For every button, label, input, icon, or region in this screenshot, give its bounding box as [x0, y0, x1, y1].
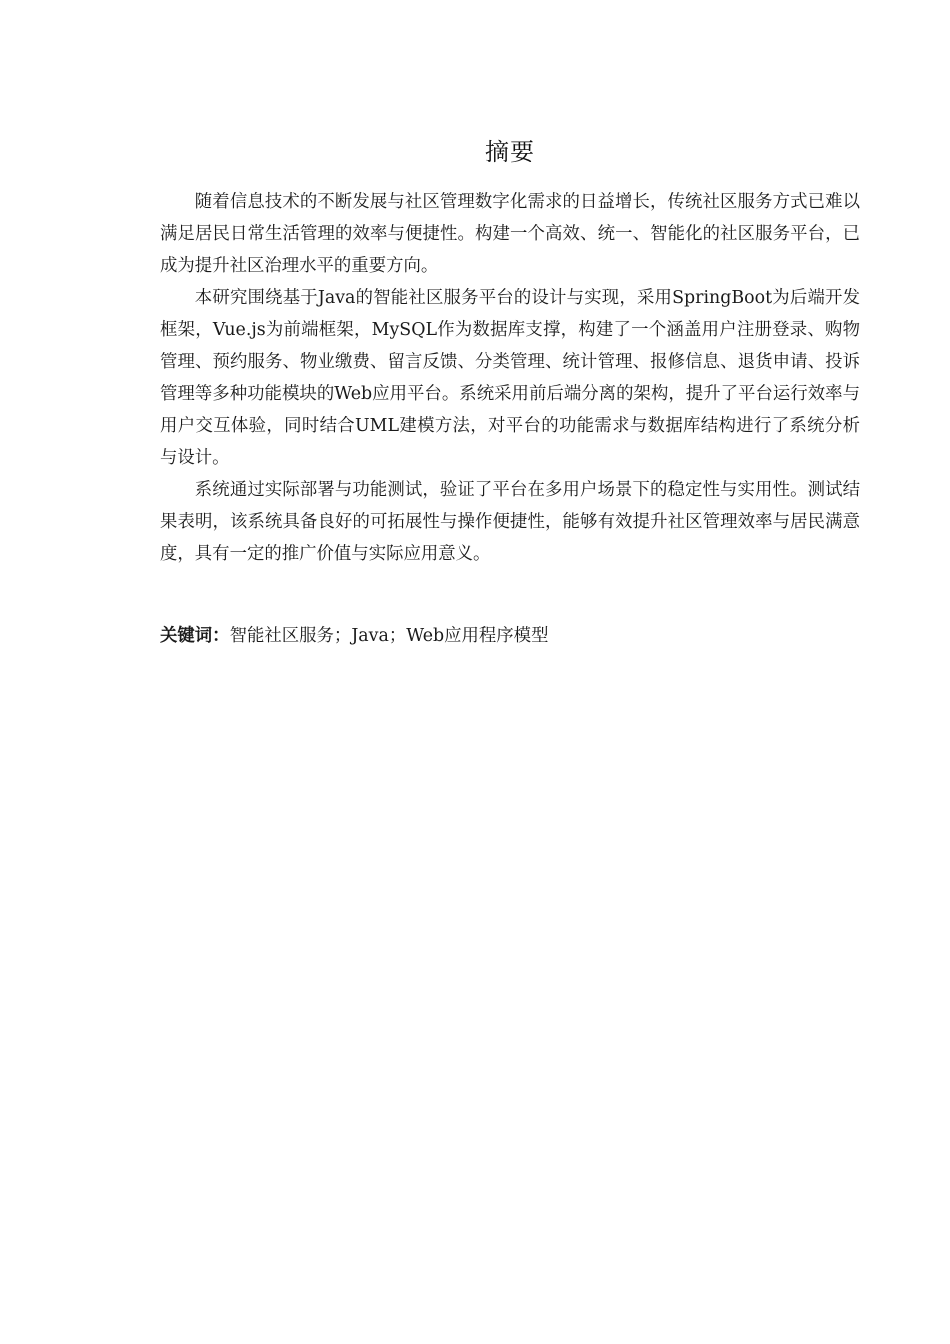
- abstract-paragraph-2: 本研究围绕基于Java的智能社区服务平台的设计与实现，采用SpringBoot为后端开发框架，Vue.js为前端框架，MySQL作为数据库支撑，构建了一个涵盖用户注册登录、购物管理、预约服务、物业缴费、留言反馈、分类管理、统计管理、报修信息、退货申请、投诉管理等多种功能模块的Web应用平台。系统采用前后端分离的架构，提升了平台运行效率与用户交互体验，同时结合UML建模方法，对平台的功能需求与数据库结构进行了系统分析与设计。: [160, 288, 860, 468]
- abstract-paragraph-1: 随着信息技术的不断发展与社区管理数字化需求的日益增长，传统社区服务方式已难以满足居民日常生活管理的效率与便捷性。构建一个高效、统一、智能化的社区服务平台，已成为提升社区治理水平的重要方向。: [160, 192, 860, 276]
- keywords-text: 智能社区服务；Java；Web应用程序模型: [229, 626, 549, 646]
- abstract-paragraph-3: 系统通过实际部署与功能测试，验证了平台在多用户场景下的稳定性与实用性。测试结果表明，该系统具备良好的可拓展性与操作便捷性，能够有效提升社区管理效率与居民满意度，具有一定的推广价值与实际应用意义。: [160, 480, 860, 564]
- abstract-body: [160, 186, 860, 570]
- keywords-line: [160, 620, 860, 652]
- page-title: 摘要: [485, 138, 535, 166]
- keywords-label: 关键词：: [160, 626, 230, 646]
